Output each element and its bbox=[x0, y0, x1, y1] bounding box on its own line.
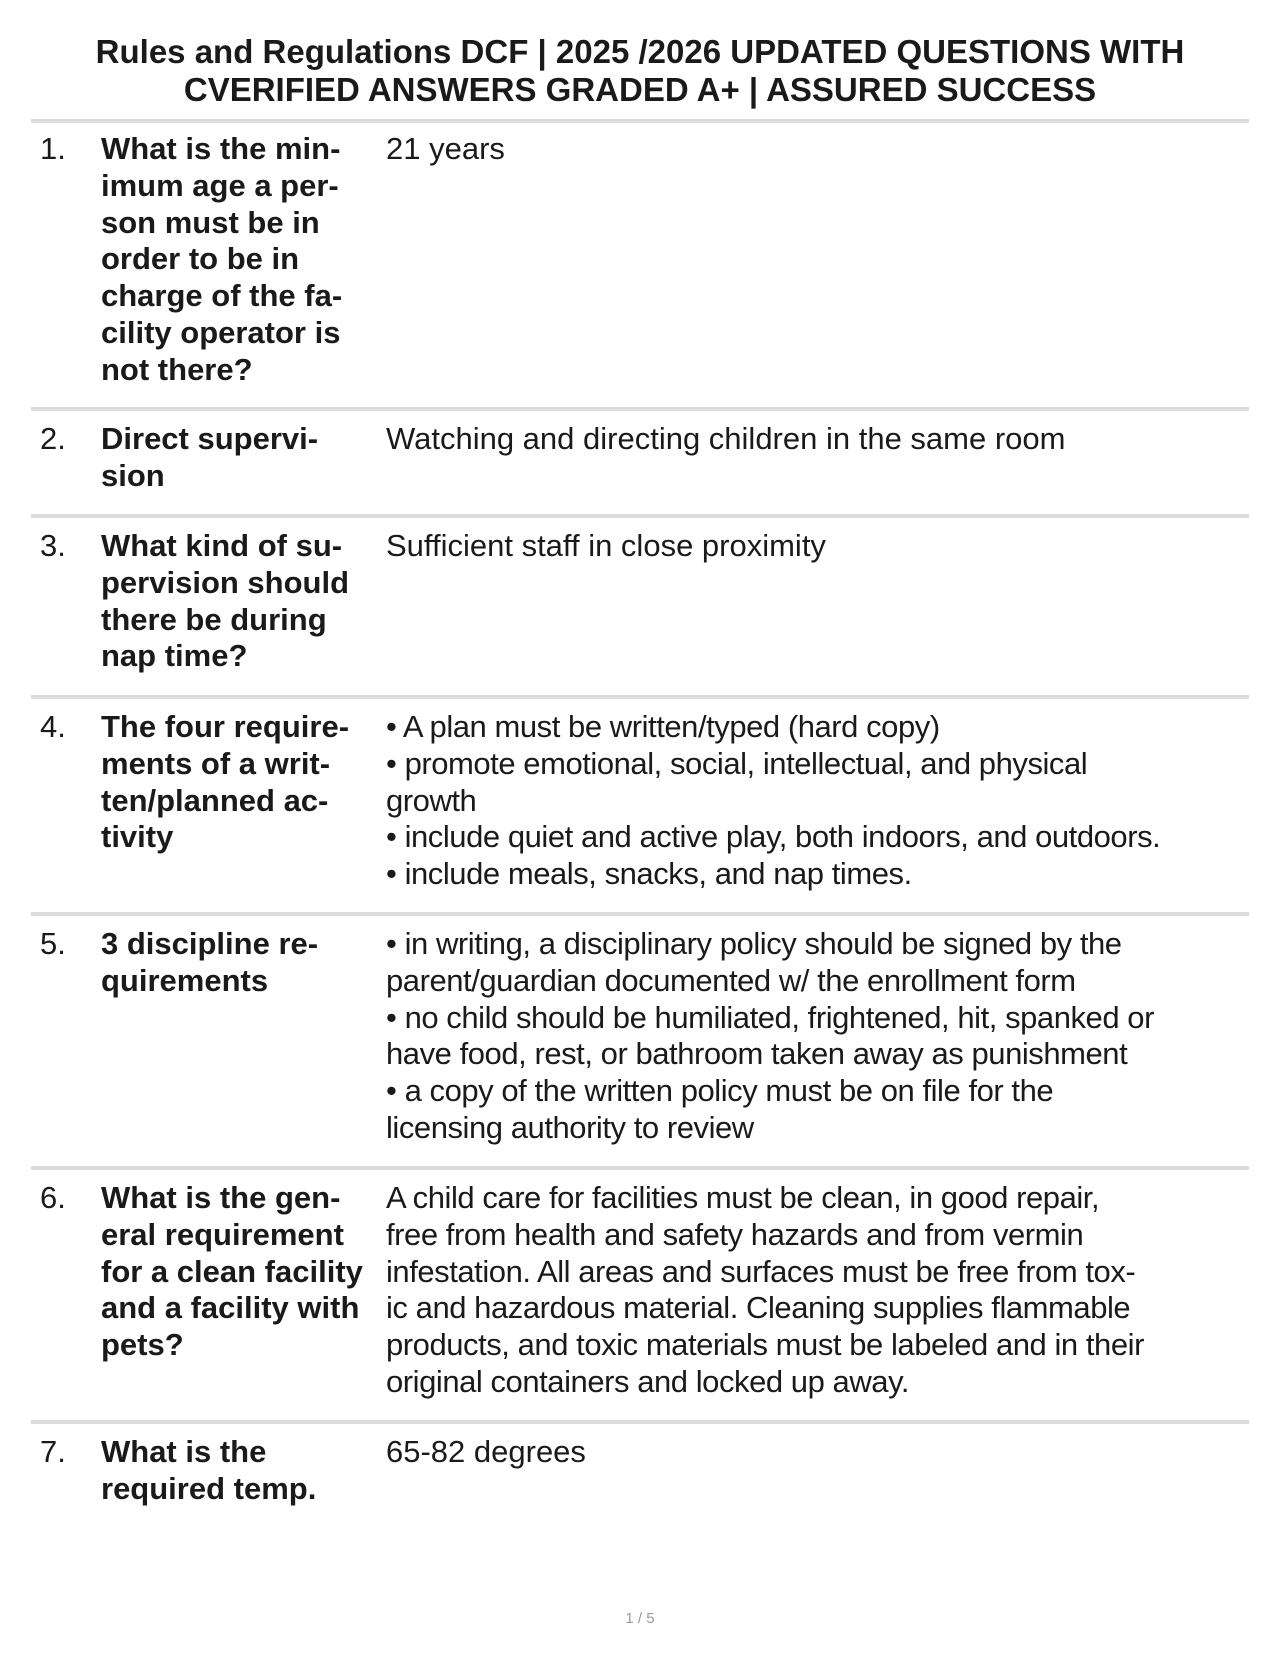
answer-text: 21 years bbox=[386, 131, 505, 166]
divider bbox=[31, 912, 1249, 916]
document-title bbox=[30, 33, 1250, 109]
divider bbox=[31, 514, 1249, 518]
item-number: 6. bbox=[40, 1180, 66, 1215]
item-number: 4. bbox=[40, 709, 66, 744]
question-text: What kind of su- pervision should there be during nap time? bbox=[101, 528, 350, 674]
item-number: 1. bbox=[40, 131, 66, 166]
item-number: 2. bbox=[40, 421, 66, 456]
answer-text: Watching and directing children in the same room bbox=[386, 421, 1066, 456]
answer-text: • in writing, a disciplinary policy should be signed by the parent/guardian documented w/ the enrollment form • no child should be humiliated, frightened, hit, spanked or have food, rest, or bathroom taken away as punishment • a copy of the written policy must be on file for the licensing authority to review bbox=[386, 926, 1154, 1145]
title-line-1: Rules and Regulations DCF | 2025 /2026 UPDATED QUESTIONS WITH bbox=[95, 33, 1185, 70]
divider bbox=[31, 1166, 1249, 1170]
question-text: What is the gen- eral requirement for a clean facility and a facility with pets? bbox=[101, 1180, 363, 1363]
question-text: Direct supervi- sion bbox=[101, 421, 319, 493]
answer-text: Sufficient staff in close proximity bbox=[386, 528, 826, 563]
question-text: What is the min- imum age a per- son must be in order to be in charge of the fa- cility operator is not there? bbox=[101, 131, 343, 387]
divider bbox=[31, 407, 1249, 411]
item-number: 7. bbox=[40, 1434, 66, 1469]
divider bbox=[31, 1420, 1249, 1424]
page-indicator: 1 / 5 bbox=[625, 1610, 655, 1627]
answer-text: • A plan must be written/typed (hard copy) • promote emotional, social, intellectual, and physical growth • include quiet and active play, both indoors, and outdoors. • include meals, snacks, and nap times. bbox=[386, 709, 1161, 892]
answer-text: A child care for facilities must be clean, in good repair, free from health and safety hazards and from vermin infestation. All areas and surfaces must be free from tox- ic and hazardous material. Cleaning supplies flammable products, and toxic materials must be labeled and in their original containers and locked up away. bbox=[386, 1180, 1144, 1399]
title-line-2: CVERIFIED ANSWERS GRADED A+ | ASSURED SUCCESS bbox=[183, 71, 1097, 108]
divider bbox=[31, 119, 1249, 123]
question-text: What is the required temp. bbox=[101, 1434, 317, 1506]
item-number: 5. bbox=[40, 926, 66, 961]
item-number: 3. bbox=[40, 528, 66, 563]
divider bbox=[31, 695, 1249, 699]
answer-text: 65-82 degrees bbox=[386, 1434, 586, 1469]
question-text: The four require- ments of a writ- ten/planned ac- tivity bbox=[101, 709, 350, 855]
question-text: 3 discipline re- quirements bbox=[101, 926, 319, 998]
